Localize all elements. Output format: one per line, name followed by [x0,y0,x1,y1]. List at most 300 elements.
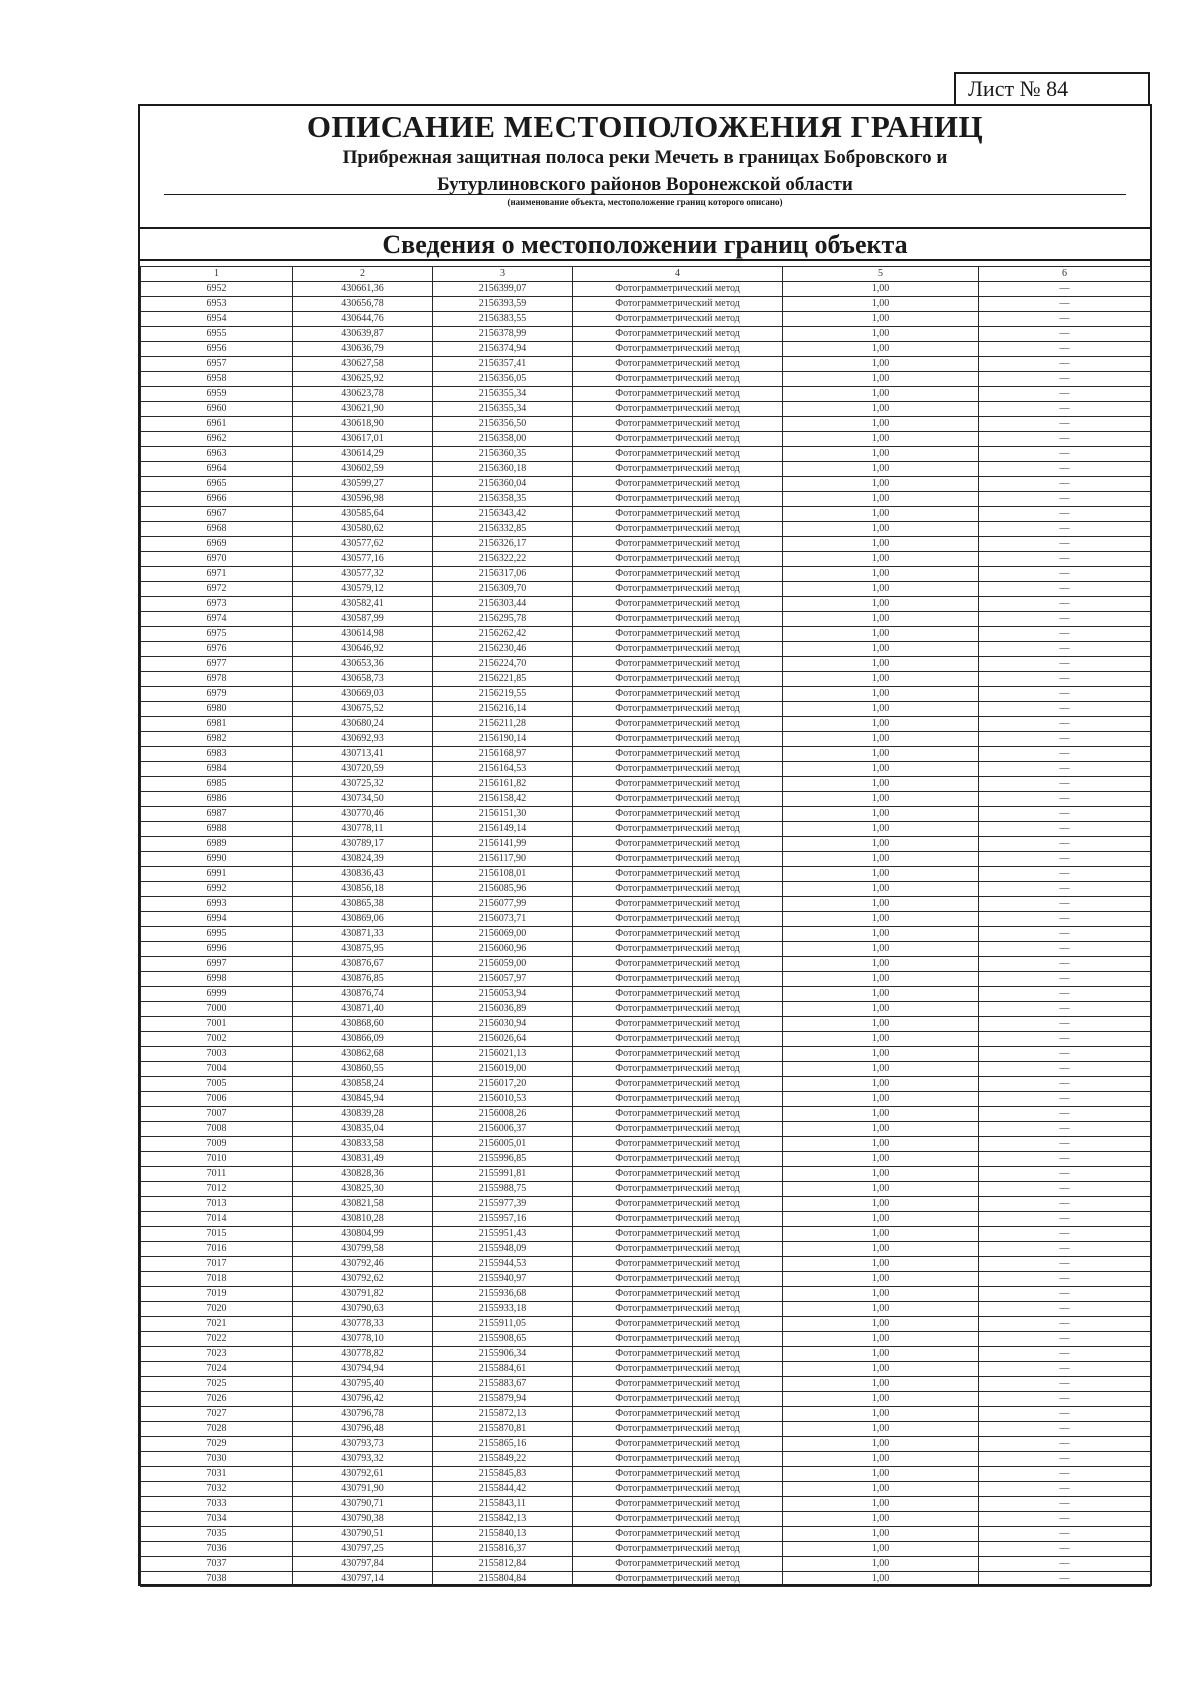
table-row [141,1227,1151,1242]
x-coordinate-cell: 430599,27 [293,477,433,492]
column-header: 3 [433,267,573,282]
note-cell: — [979,417,1151,432]
accuracy-cell: 1,00 [783,342,979,357]
note-cell: — [979,1017,1151,1032]
y-coordinate-cell: 2155872,13 [433,1407,573,1422]
x-coordinate-cell: 430646,92 [293,642,433,657]
method-cell: Фотограмметрический метод [573,717,783,732]
x-coordinate-cell: 430577,32 [293,567,433,582]
table-row [141,1497,1151,1512]
note-cell: — [979,657,1151,672]
accuracy-cell: 1,00 [783,1377,979,1392]
x-coordinate-cell: 430778,10 [293,1332,433,1347]
note-cell: — [979,1407,1151,1422]
point-number-cell: 6970 [141,552,293,567]
point-number-cell: 6985 [141,777,293,792]
point-number-cell: 7022 [141,1332,293,1347]
method-cell: Фотограмметрический метод [573,987,783,1002]
y-coordinate-cell: 2156355,34 [433,387,573,402]
method-cell: Фотограмметрический метод [573,1332,783,1347]
point-number-cell: 6954 [141,312,293,327]
accuracy-cell: 1,00 [783,912,979,927]
table-row [141,1392,1151,1407]
point-number-cell: 6981 [141,717,293,732]
y-coordinate-cell: 2155991,81 [433,1167,573,1182]
accuracy-cell: 1,00 [783,312,979,327]
method-cell: Фотограмметрический метод [573,1137,783,1152]
note-cell: — [979,1107,1151,1122]
accuracy-cell: 1,00 [783,1242,979,1257]
note-cell: — [979,1557,1151,1572]
method-cell: Фотограмметрический метод [573,1212,783,1227]
point-number-cell: 6994 [141,912,293,927]
table-row [141,1107,1151,1122]
table-row [141,1362,1151,1377]
accuracy-cell: 1,00 [783,1452,979,1467]
table-row [141,912,1151,927]
y-coordinate-cell: 2155957,16 [433,1212,573,1227]
table-row [141,282,1151,297]
y-coordinate-cell: 2156262,42 [433,627,573,642]
table-row [141,357,1151,372]
y-coordinate-cell: 2155879,94 [433,1392,573,1407]
point-number-cell: 6990 [141,852,293,867]
point-number-cell: 6959 [141,387,293,402]
accuracy-cell: 1,00 [783,567,979,582]
point-number-cell: 7032 [141,1482,293,1497]
x-coordinate-cell: 430866,09 [293,1032,433,1047]
note-cell: — [979,357,1151,372]
x-coordinate-cell: 430810,28 [293,1212,433,1227]
accuracy-cell: 1,00 [783,1107,979,1122]
note-cell: — [979,1272,1151,1287]
table-row [141,822,1151,837]
accuracy-cell: 1,00 [783,522,979,537]
accuracy-cell: 1,00 [783,1137,979,1152]
method-cell: Фотограмметрический метод [573,327,783,342]
table-row [141,867,1151,882]
x-coordinate-cell: 430627,58 [293,357,433,372]
accuracy-cell: 1,00 [783,492,979,507]
accuracy-cell: 1,00 [783,1047,979,1062]
table-row [141,747,1151,762]
x-coordinate-cell: 430821,58 [293,1197,433,1212]
note-cell: — [979,1152,1151,1167]
x-coordinate-cell: 430871,33 [293,927,433,942]
note-cell: — [979,1212,1151,1227]
method-cell: Фотограмметрический метод [573,1467,783,1482]
method-cell: Фотограмметрический метод [573,852,783,867]
table-row [141,1467,1151,1482]
method-cell: Фотограмметрический метод [573,1347,783,1362]
note-cell: — [979,1062,1151,1077]
table-row [141,477,1151,492]
method-cell: Фотограмметрический метод [573,417,783,432]
method-cell: Фотограмметрический метод [573,582,783,597]
column-header: 1 [141,267,293,282]
table-row [141,1002,1151,1017]
table-row [141,837,1151,852]
note-cell: — [979,402,1151,417]
note-cell: — [979,882,1151,897]
table-row [141,402,1151,417]
y-coordinate-cell: 2155933,18 [433,1302,573,1317]
accuracy-cell: 1,00 [783,1572,979,1587]
table-row [141,387,1151,402]
point-number-cell: 7014 [141,1212,293,1227]
accuracy-cell: 1,00 [783,987,979,1002]
accuracy-cell: 1,00 [783,852,979,867]
accuracy-cell: 1,00 [783,297,979,312]
method-cell: Фотограмметрический метод [573,792,783,807]
x-coordinate-cell: 430869,06 [293,912,433,927]
note-cell: — [979,777,1151,792]
x-coordinate-cell: 430596,98 [293,492,433,507]
y-coordinate-cell: 2155870,81 [433,1422,573,1437]
column-header: 5 [783,267,979,282]
note-cell: — [979,1422,1151,1437]
table-row [141,642,1151,657]
note-cell: — [979,747,1151,762]
table-row [141,672,1151,687]
point-number-cell: 7009 [141,1137,293,1152]
table-row [141,717,1151,732]
point-number-cell: 7001 [141,1017,293,1032]
note-cell: — [979,912,1151,927]
x-coordinate-cell: 430833,58 [293,1137,433,1152]
method-cell: Фотограмметрический метод [573,1287,783,1302]
note-cell: — [979,1302,1151,1317]
point-number-cell: 7033 [141,1497,293,1512]
method-cell: Фотограмметрический метод [573,1182,783,1197]
method-cell: Фотограмметрический метод [573,657,783,672]
column-header: 6 [979,267,1151,282]
note-cell: — [979,342,1151,357]
point-number-cell: 7037 [141,1557,293,1572]
y-coordinate-cell: 2156073,71 [433,912,573,927]
x-coordinate-cell: 430795,40 [293,1377,433,1392]
note-cell: — [979,387,1151,402]
y-coordinate-cell: 2155988,75 [433,1182,573,1197]
y-coordinate-cell: 2156057,97 [433,972,573,987]
note-cell: — [979,1362,1151,1377]
x-coordinate-cell: 430831,49 [293,1152,433,1167]
accuracy-cell: 1,00 [783,1332,979,1347]
method-cell: Фотограмметрический метод [573,1437,783,1452]
x-coordinate-cell: 430614,98 [293,627,433,642]
point-number-cell: 7020 [141,1302,293,1317]
accuracy-cell: 1,00 [783,1347,979,1362]
accuracy-cell: 1,00 [783,1497,979,1512]
point-number-cell: 6977 [141,657,293,672]
point-number-cell: 7007 [141,1107,293,1122]
table-row [141,1242,1151,1257]
table-row [141,1572,1151,1587]
method-cell: Фотограмметрический метод [573,357,783,372]
table-row [141,1542,1151,1557]
point-number-cell: 7002 [141,1032,293,1047]
y-coordinate-cell: 2155842,13 [433,1512,573,1527]
accuracy-cell: 1,00 [783,717,979,732]
x-coordinate-cell: 430845,94 [293,1092,433,1107]
x-coordinate-cell: 430824,39 [293,852,433,867]
note-cell: — [979,522,1151,537]
y-coordinate-cell: 2155816,37 [433,1542,573,1557]
accuracy-cell: 1,00 [783,957,979,972]
accuracy-cell: 1,00 [783,702,979,717]
document-header [140,106,1150,226]
note-cell: — [979,432,1151,447]
note-cell: — [979,1002,1151,1017]
x-coordinate-cell: 430875,95 [293,942,433,957]
point-number-cell: 6991 [141,867,293,882]
method-cell: Фотограмметрический метод [573,1362,783,1377]
table-row [141,1287,1151,1302]
y-coordinate-cell: 2155908,65 [433,1332,573,1347]
y-coordinate-cell: 2156151,30 [433,807,573,822]
method-cell: Фотограмметрический метод [573,1317,783,1332]
y-coordinate-cell: 2156060,96 [433,942,573,957]
note-cell: — [979,462,1151,477]
note-cell: — [979,1257,1151,1272]
x-coordinate-cell: 430797,84 [293,1557,433,1572]
note-cell: — [979,972,1151,987]
x-coordinate-cell: 430871,40 [293,1002,433,1017]
accuracy-cell: 1,00 [783,1182,979,1197]
table-row [141,1077,1151,1092]
table-row [141,927,1151,942]
note-cell: — [979,762,1151,777]
method-cell: Фотограмметрический метод [573,642,783,657]
x-coordinate-cell: 430791,82 [293,1287,433,1302]
y-coordinate-cell: 2155996,85 [433,1152,573,1167]
method-cell: Фотограмметрический метод [573,312,783,327]
y-coordinate-cell: 2156158,42 [433,792,573,807]
table-row [141,792,1151,807]
accuracy-cell: 1,00 [783,1077,979,1092]
y-coordinate-cell: 2156358,35 [433,492,573,507]
note-cell: — [979,507,1151,522]
note-cell: — [979,792,1151,807]
note-cell: — [979,1377,1151,1392]
x-coordinate-cell: 430587,99 [293,612,433,627]
note-cell: — [979,297,1151,312]
y-coordinate-cell: 2156356,05 [433,372,573,387]
table-row [141,987,1151,1002]
note-cell: — [979,492,1151,507]
note-cell: — [979,1452,1151,1467]
x-coordinate-cell: 430692,93 [293,732,433,747]
x-coordinate-cell: 430789,17 [293,837,433,852]
accuracy-cell: 1,00 [783,687,979,702]
accuracy-cell: 1,00 [783,537,979,552]
note-cell: — [979,1197,1151,1212]
accuracy-cell: 1,00 [783,747,979,762]
accuracy-cell: 1,00 [783,807,979,822]
y-coordinate-cell: 2156211,28 [433,717,573,732]
table-row [141,627,1151,642]
note-cell: — [979,312,1151,327]
point-number-cell: 7029 [141,1437,293,1452]
point-number-cell: 7016 [141,1242,293,1257]
accuracy-cell: 1,00 [783,387,979,402]
accuracy-cell: 1,00 [783,882,979,897]
point-number-cell: 6984 [141,762,293,777]
note-cell: — [979,1347,1151,1362]
x-coordinate-cell: 430582,41 [293,597,433,612]
table-row [141,957,1151,972]
note-cell: — [979,927,1151,942]
method-cell: Фотограмметрический метод [573,972,783,987]
x-coordinate-cell: 430862,68 [293,1047,433,1062]
accuracy-cell: 1,00 [783,1317,979,1332]
y-coordinate-cell: 2155844,42 [433,1482,573,1497]
y-coordinate-cell: 2156383,55 [433,312,573,327]
table-row [141,1272,1151,1287]
table-row [141,1197,1151,1212]
y-coordinate-cell: 2156069,00 [433,927,573,942]
y-coordinate-cell: 2155906,34 [433,1347,573,1362]
y-coordinate-cell: 2156149,14 [433,822,573,837]
method-cell: Фотограмметрический метод [573,1197,783,1212]
method-cell: Фотограмметрический метод [573,1242,783,1257]
point-number-cell: 6961 [141,417,293,432]
note-cell: — [979,987,1151,1002]
point-number-cell: 6999 [141,987,293,1002]
y-coordinate-cell: 2156360,04 [433,477,573,492]
x-coordinate-cell: 430585,64 [293,507,433,522]
note-cell: — [979,837,1151,852]
x-coordinate-cell: 430828,36 [293,1167,433,1182]
x-coordinate-cell: 430713,41 [293,747,433,762]
table-row [141,732,1151,747]
table-row [141,612,1151,627]
accuracy-cell: 1,00 [783,927,979,942]
y-coordinate-cell: 2155940,97 [433,1272,573,1287]
method-cell: Фотограмметрический метод [573,612,783,627]
x-coordinate-cell: 430792,61 [293,1467,433,1482]
note-cell: — [979,582,1151,597]
y-coordinate-cell: 2156164,53 [433,762,573,777]
note-cell: — [979,1122,1151,1137]
table-row [141,882,1151,897]
note-cell: — [979,717,1151,732]
method-cell: Фотограмметрический метод [573,1422,783,1437]
note-cell: — [979,477,1151,492]
note-cell: — [979,372,1151,387]
point-number-cell: 6996 [141,942,293,957]
method-cell: Фотограмметрический метод [573,1077,783,1092]
point-number-cell: 6973 [141,597,293,612]
point-number-cell: 6971 [141,567,293,582]
method-cell: Фотограмметрический метод [573,477,783,492]
method-cell: Фотограмметрический метод [573,1407,783,1422]
accuracy-cell: 1,00 [783,1512,979,1527]
table-row [141,1437,1151,1452]
note-cell: — [979,897,1151,912]
point-number-cell: 7010 [141,1152,293,1167]
y-coordinate-cell: 2156006,37 [433,1122,573,1137]
table-row [141,462,1151,477]
method-cell: Фотограмметрический метод [573,1557,783,1572]
table-row [141,297,1151,312]
method-cell: Фотограмметрический метод [573,732,783,747]
table-row [141,1032,1151,1047]
table-row [141,1512,1151,1527]
x-coordinate-cell: 430580,62 [293,522,433,537]
method-cell: Фотограмметрический метод [573,372,783,387]
y-coordinate-cell: 2155951,43 [433,1227,573,1242]
y-coordinate-cell: 2156019,00 [433,1062,573,1077]
x-coordinate-cell: 430876,67 [293,957,433,972]
accuracy-cell: 1,00 [783,1002,979,1017]
method-cell: Фотограмметрический метод [573,762,783,777]
method-cell: Фотограмметрический метод [573,462,783,477]
table-row [141,1092,1151,1107]
y-coordinate-cell: 2156393,59 [433,297,573,312]
point-number-cell: 6953 [141,297,293,312]
y-coordinate-cell: 2155911,05 [433,1317,573,1332]
y-coordinate-cell: 2156219,55 [433,687,573,702]
x-coordinate-cell: 430661,36 [293,282,433,297]
point-number-cell: 7017 [141,1257,293,1272]
method-cell: Фотограмметрический метод [573,432,783,447]
point-number-cell: 6982 [141,732,293,747]
table-row [141,1047,1151,1062]
note-cell: — [979,1317,1151,1332]
method-cell: Фотограмметрический метод [573,672,783,687]
table-row [141,522,1151,537]
accuracy-cell: 1,00 [783,867,979,882]
accuracy-cell: 1,00 [783,612,979,627]
accuracy-cell: 1,00 [783,1362,979,1377]
note-cell: — [979,447,1151,462]
x-coordinate-cell: 430835,04 [293,1122,433,1137]
y-coordinate-cell: 2156303,44 [433,597,573,612]
accuracy-cell: 1,00 [783,1152,979,1167]
y-coordinate-cell: 2155843,11 [433,1497,573,1512]
accuracy-cell: 1,00 [783,672,979,687]
note-cell: — [979,1572,1151,1587]
method-cell: Фотограмметрический метод [573,1122,783,1137]
point-number-cell: 6962 [141,432,293,447]
table-row [141,1332,1151,1347]
x-coordinate-cell: 430602,59 [293,462,433,477]
method-cell: Фотограмметрический метод [573,1152,783,1167]
point-number-cell: 6988 [141,822,293,837]
point-number-cell: 7030 [141,1452,293,1467]
note-cell: — [979,732,1151,747]
x-coordinate-cell: 430669,03 [293,687,433,702]
point-number-cell: 7026 [141,1392,293,1407]
y-coordinate-cell: 2156053,94 [433,987,573,1002]
accuracy-cell: 1,00 [783,372,979,387]
x-coordinate-cell: 430725,32 [293,777,433,792]
accuracy-cell: 1,00 [783,597,979,612]
note-cell: — [979,1242,1151,1257]
accuracy-cell: 1,00 [783,402,979,417]
table-row [141,1557,1151,1572]
point-number-cell: 6956 [141,342,293,357]
method-cell: Фотограмметрический метод [573,882,783,897]
y-coordinate-cell: 2156332,85 [433,522,573,537]
y-coordinate-cell: 2156026,64 [433,1032,573,1047]
point-number-cell: 7012 [141,1182,293,1197]
accuracy-cell: 1,00 [783,1287,979,1302]
x-coordinate-cell: 430734,50 [293,792,433,807]
method-cell: Фотограмметрический метод [573,402,783,417]
y-coordinate-cell: 2155977,39 [433,1197,573,1212]
